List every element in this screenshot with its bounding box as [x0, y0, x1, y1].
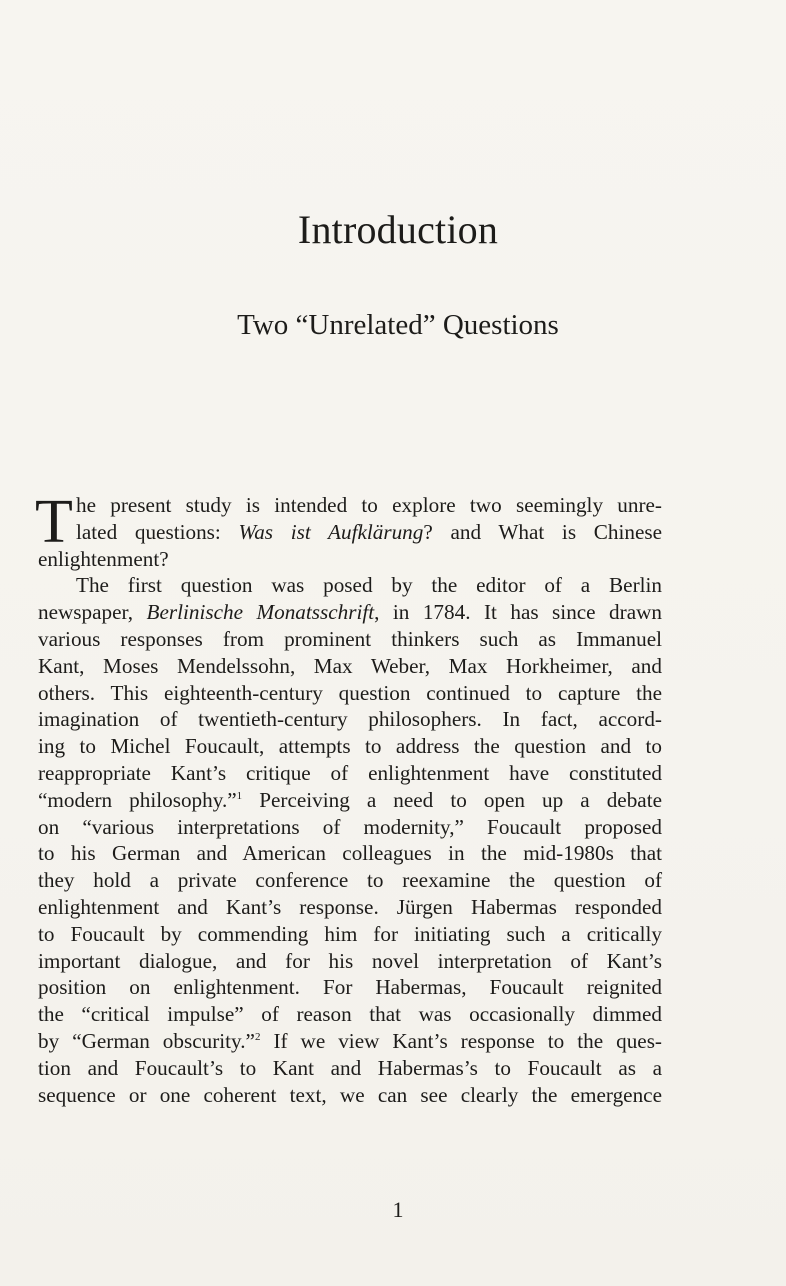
text-line: the “critical impulse” of reason that was occasionally dimmed: [38, 1002, 662, 1027]
text-line: they hold a private conference to reexamine the question of: [38, 868, 662, 893]
text-line: position on enlightenment. For Habermas, Foucault reignited: [38, 975, 662, 1000]
text-line: newspaper, Berlinische Monatsschrift, in 1784. It has since drawn: [38, 600, 662, 625]
text-line: tion and Foucault’s to Kant and Habermas’s to Foucault as a: [38, 1055, 662, 1080]
drop-cap: T: [35, 488, 73, 556]
text-line: various responses from prominent thinkers such as Immanuel: [38, 626, 662, 651]
text-line: on “various interpretations of modernity,” Foucault proposed: [38, 814, 662, 839]
text-line: he present study is intended to explore two seemingly unre-: [76, 493, 662, 517]
text-line: enlightenment and Kant’s response. Jürgen Habermas responded: [38, 894, 662, 919]
text-line: to Foucault by commending him for initiating such a critically: [38, 921, 662, 946]
italic-term: Berlinische Monatsschrift: [146, 600, 375, 625]
text-line: enlightenment?: [38, 546, 169, 571]
text-line: imagination of twentieth-century philosophers. In fact, accord-: [38, 707, 662, 732]
text-line: by “German obscurity.”$^2$ If we view Kant’s response to the ques-: [38, 1028, 662, 1053]
italic-term: Was ist Aufklärung: [238, 519, 424, 544]
text-line: Kant, Moses Mendelssohn, Max Weber, Max Horkheimer, and: [38, 653, 662, 678]
page-number: 1: [392, 1197, 404, 1222]
text-line: “modern philosophy.”$^1$ Perceiving a need to open up a debate: [38, 787, 662, 812]
footnote-marker: 1: [236, 789, 243, 802]
chapter-title: Introduction: [297, 207, 499, 252]
body-text: [35, 488, 663, 1108]
text-line: sequence or one coherent text, we can see clearly the emergence: [38, 1082, 662, 1107]
chapter-subtitle: Two “Unrelated” Questions: [237, 309, 559, 341]
footnote-marker: 2: [254, 1030, 261, 1043]
text-line: The first question was posed by the editor of a Berlin: [76, 573, 662, 598]
text-line: lated questions: Was ist Aufklärung? and What is Chinese: [76, 519, 663, 544]
text-line: to his German and American colleagues in the mid-1980s that: [38, 841, 662, 866]
text-line: others. This eighteenth-century question continued to capture the: [38, 680, 662, 705]
text-line: ing to Michel Foucault, attempts to address the question and to: [38, 734, 662, 759]
text-line: important dialogue, and for his novel interpretation of Kant’s: [38, 948, 662, 973]
text-line: reappropriate Kant’s critique of enlightenment have constituted: [38, 760, 662, 785]
